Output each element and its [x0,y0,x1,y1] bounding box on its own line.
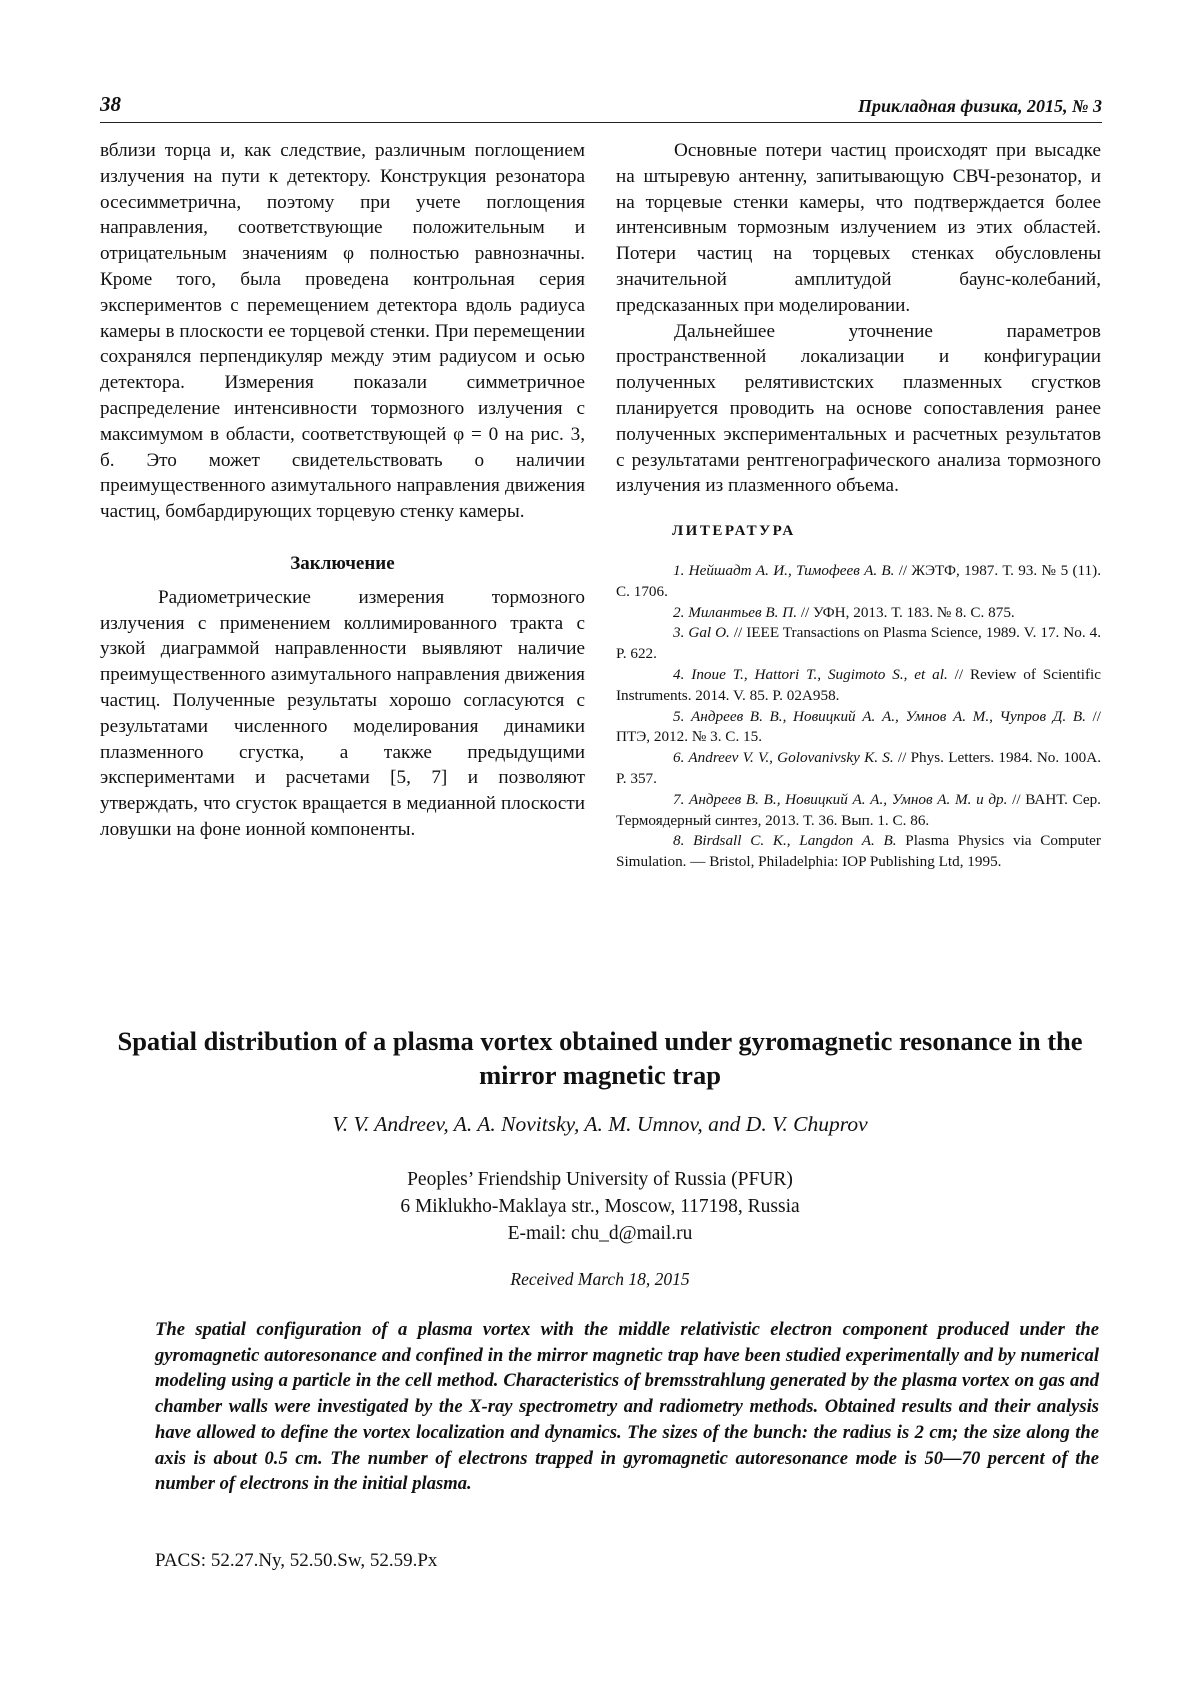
reference-list [616,561,1101,873]
journal-title: Прикладная физика, 2015, № 3 [857,96,1102,116]
reference-item [616,561,1101,603]
running-header [100,92,1102,123]
reference-authors: 4. Inoue T., Hattori T., Sugimoto S., et al. [673,665,948,683]
body-paragraph: Основные потери частиц происходят при высадке на штыревую антенну, запитывающую СВЧ-резонатор, и на торцевые стенки камеры, что подтверждается более интенсивным тормозным излучением из этих областей. Потери частиц на торцевых стенках обусловлены значительной амплитудой баунс-колебаний, предсказанных при моделировании. [616,140,1101,316]
reference-item [616,623,1101,665]
reference-source: // IEEE Transactions on Plasma Science, 1989. V. 17. No. 4. P. 622. [616,624,1102,663]
pacs-codes: PACS: 52.27.Ny, 52.50.Sw, 52.59.Px [155,1550,438,1571]
page-number: 38 [100,92,121,116]
reference-authors: 7. Андреев В. В., Новицкий А. А., Умнов А. М. и др. [673,790,1008,808]
reference-item [616,707,1101,749]
reference-authors: 3. Gal O. [673,624,730,642]
affiliation-block [100,1166,1100,1247]
reference-item [616,748,1101,790]
reference-authors: 6. Andreev V. V., Golovanivsky K. S. [673,749,894,767]
affiliation: Peoples’ Friendship University of Russia (PFUR) [407,1169,793,1190]
received-date: Received March 18, 2015 [510,1269,690,1289]
abstract: The spatial configuration of a plasma vortex with the middle relativistic electron component produced under the gyromagnetic autoresonance and confined in the mirror magnetic trap have been studied experimentally and by numerical modeling using a particle in the cell method. Characteristics of bremsstrahlung generated by the plasma vortex on gas and chamber walls were investigated by the X-ray spectrometry and radiometry methods. Obtained results and their analysis have allowed to define the vortex localization and dynamics. The sizes of the bunch: the radius is 2 cm; the size along the axis is about 0.5 cm. The number of electrons trapped in gyromagnetic autoresonance mode is 50—70 percent of the number of electrons in the initial plasma. [155,1319,1099,1495]
address: 6 Miklukho-Maklaya str., Moscow, 117198, Russia [400,1196,800,1217]
body-paragraph: Дальнейшее уточнение параметров пространственной локализации и конфигурации полученных релятивистских плазменных сгустков планируется проводить на основе сопоставления ранее полученных экспериментальных и расчетных результатов с результатами рентгенографического анализа тормозного излучения из плазменного объема. [616,320,1101,497]
reference-authors: 8. Birdsall C. K., Langdon A. B. [673,832,897,850]
conclusion-heading: Заключение [290,552,395,574]
reference-item [616,665,1101,707]
right-column [616,138,1101,873]
reference-item [616,790,1101,832]
reference-source: // ВАНТ. Сер. Термоядерный синтез, 2013. Т. 36. Вып. 1. С. 86. [616,790,1101,829]
reference-source: // Review of Scientific Instruments. 2014. V. 85. P. 02A958. [616,665,1102,704]
reference-item [616,831,1101,873]
body-paragraph: Радиометрические измерения тормозного излучения с применением коллимированного тракта с узкой диаграммой направленности выявляют наличие преимущественного азимутального направления движения частиц. Полученные результаты хорошо согласуются с результатами численного моделирования динамики плазменного сгустка, а также предыдущими экспериментами и расчетами [5, 7] и позволяют утверждать, что сгусток вращается в медианной плоскости ловушки на фоне ионной компоненты. [100,586,585,840]
email: E-mail: chu_d@mail.ru [507,1223,693,1244]
reference-authors: 2. Милантьев В. П. [673,603,798,621]
english-title: Spatial distribution of a plasma vortex obtained under gyromagnetic resonance in the mirror magnetic trap [117,1026,1083,1090]
reference-source: // УФН, 2013. Т. 183. № 8. С. 875. [797,603,1015,621]
body-paragraph: вблизи торца и, как следствие, различным поглощением излучения на пути к детектору. Конструкция резонатора осесимметрична, поэтому при учете поглощения направления, соответствующие положительным и отрицательным значениям φ полностью равнозначны. Кроме того, была проведена контрольная серия экспериментов с перемещением детектора вдоль радиуса камеры в плоскости ее торцевой стенки. При перемещении сохранялся перпендикуляр между этим радиусом и осью детектора. Измерения показали симметричное распределение интенсивности тормозного излучения с максимумом в области, соответствующей φ = 0 на рис. 3, б. Это может свидетельствовать о наличии преимущественного азимутального направления движения частиц, бомбардирующих торцевую стенку камеры. [100,140,585,523]
reference-source: // ПТЭ, 2012. № 3. С. 15. [616,707,1101,746]
references-heading: ЛИТЕРАТУРА [672,523,796,540]
reference-authors: 1. Нейшадт А. И., Тимофеев А. В. [673,561,895,579]
reference-authors: 5. Андреев В. В., Новицкий А. А., Умнов А. М., Чупров Д. В. [673,707,1086,725]
reference-source: // Phys. Letters. 1984. No. 100A. P. 357. [616,749,1101,787]
english-authors: V. V. Andreev, A. A. Novitsky, A. M. Umnov, and D. V. Chuprov [332,1112,868,1136]
reference-source: Plasma Physics via Computer Simulation. — Bristol, Philadelphia: IOP Publishing Ltd, 1995. [616,832,1101,871]
left-column [100,138,585,843]
reference-source: // ЖЭТФ, 1987. Т. 93. № 5 (11). С. 1706. [616,561,1101,600]
reference-item [616,603,1101,624]
